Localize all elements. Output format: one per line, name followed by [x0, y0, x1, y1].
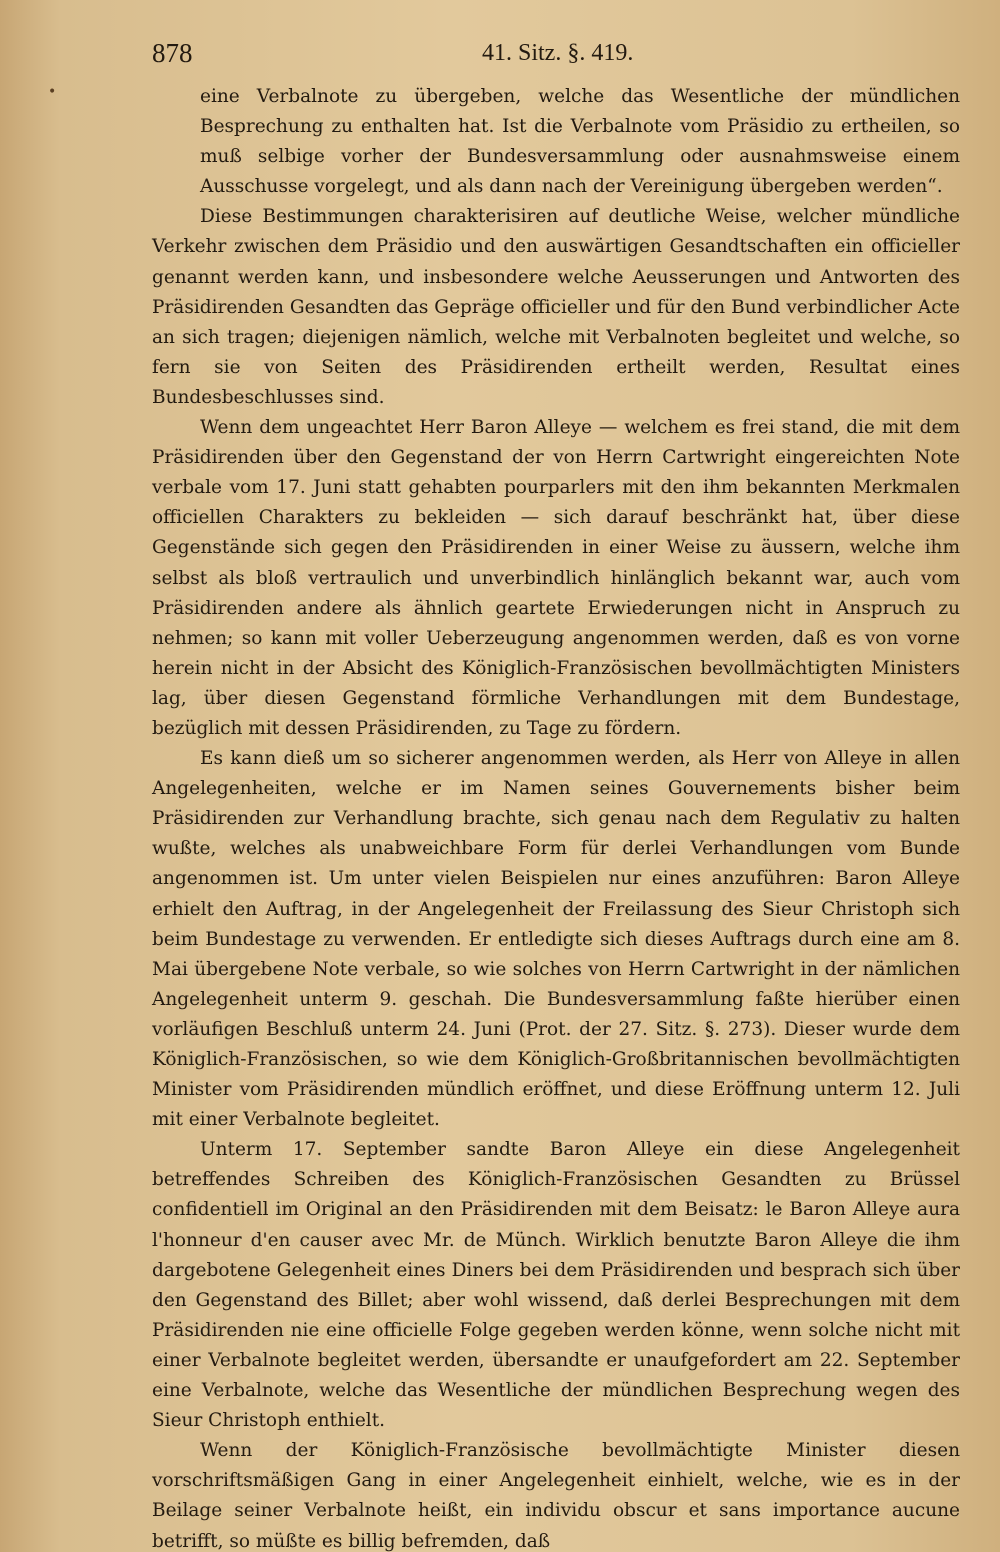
page-header — [152, 38, 960, 74]
paragraph: Wenn dem ungeachtet Herr Baron Alleye — welchem es frei stand, die mit dem Präsidirenden über den Gegenstand der von Herrn Cartwright eingereichten Note verbale vom 17. Juni statt gehabten pourparlers mit den ihm bekannten Merkmalen officiellen Charakters zu bekleiden — sich darauf beschränkt hat, über diese Gegenstände sich gegen den Präsidirenden in einer Weise zu äussern, welche ihm selbst als bloß vertraulich und unverbindlich hinlänglich bekannt war, auch vom Präsidirenden andere als ähnlich geartete Erwiederungen nicht in Anspruch zu nehmen; so kann mit voller Ueberzeugung angenommen werden, daß es von vorne herein nicht in der Absicht des Königlich-Französischen bevollmächtigten Ministers lag, über diesen Gegenstand förmliche Verhandlungen mit dem Bundestage, bezüglich mit dessen Präsidirenden, zu Tage zu fördern. — [152, 417, 960, 739]
margin-dot: • — [48, 84, 57, 100]
body-text — [152, 82, 960, 1552]
paragraph: Diese Bestimmungen charakterisiren auf deutliche Weise, welcher mündliche Verkehr zwischen dem Präsidio und den auswärtigen Gesandtschaften ein officieller genannt werden kann, und insbesondere welche Aeusserungen und Antworten des Präsidirenden Gesandten das Gepräge officieller und für den Bund verbindlicher Acte an sich tragen; diejenigen nämlich, welche mit Verbalnoten begleitet und welche, so fern sie von Seiten des Präsidirenden ertheilt werden, Resultat eines Bundesbeschlusses sind. — [152, 206, 960, 408]
running-head: 41. Sitz. §. 419. — [482, 40, 634, 66]
paragraph-continuation: eine Verbalnote zu übergeben, welche das Wesentliche der mündlichen Besprechung zu enthalten hat. Ist die Verbalnote vom Präsidio zu ertheilen, so muß selbige vorher der Bundesversammlung oder ausnahmsweise einem Ausschusse vorgelegt, und als dann nach der Vereinigung übergeben werden“. — [200, 86, 960, 198]
paragraph: Unterm 17. September sandte Baron Alleye ein diese Angelegenheit betreffendes Schreiben des Königlich-Französischen Gesandten zu Brüssel confidentiell im Original an den Präsidirenden mit dem Beisatz: le Baron Alleye aura l'honneur d'en causer avec Mr. de Münch. Wirklich benutzte Baron Alleye die ihm dargebotene Gelegenheit eines Diners bei dem Präsidirenden und besprach sich über den Gegenstand des Billet; aber wohl wissend, daß derlei Besprechungen mit dem Präsidirenden nie eine officielle Folge gegeben werden könne, wenn solche nicht mit einer Verbalnote begleitet werden, übersandte er unaufgefordert am 22. September eine Verbalnote, welche das Wesentliche der mündlichen Besprechung wegen des Sieur Christoph enthielt. — [152, 1139, 960, 1432]
page-number: 878 — [152, 38, 193, 68]
paragraph: Wenn der Königlich-Französische bevollmächtigte Minister diesen vorschriftsmäßigen Gang in einer Angelegenheit einhielt, welche, wie es in der Beilage seiner Verbalnote heißt, ein individu obscur et sans importance aucune betrifft, so müßte es billig befremden, daß — [152, 1440, 960, 1552]
paragraph: Es kann dieß um so sicherer angenommen werden, als Herr von Alleye in allen Angelegenheiten, welche er im Namen seines Gouvernements bisher beim Präsidirenden zur Verhandlung brachte, sich genau nach dem Regulativ zu halten wußte, welches als unabweichbare Form für derlei Verhandlungen vom Bunde angenommen ist. Um unter vielen Beispielen nur eines anzuführen: Baron Alleye erhielt den Auftrag, in der Angelegenheit der Freilassung des Sieur Christoph sich beim Bundestage zu verwenden. Er entledigte sich dieses Auftrags durch eine am 8. Mai übergebene Note verbale, so wie solches von Herrn Cartwright in der nämlichen Angelegenheit unterm 9. geschah. Die Bundesversammlung faßte hierüber einen vorläufigen Beschluß unterm 24. Juni (Prot. der 27. Sitz. §. 273). Dieser wurde dem Königlich-Französischen, so wie dem Königlich-Großbritannischen bevollmächtigten Minister vom Präsidirenden mündlich eröffnet, und diese Eröffnung unterm 12. Juli mit einer Verbalnote begleitet. — [152, 748, 960, 1131]
